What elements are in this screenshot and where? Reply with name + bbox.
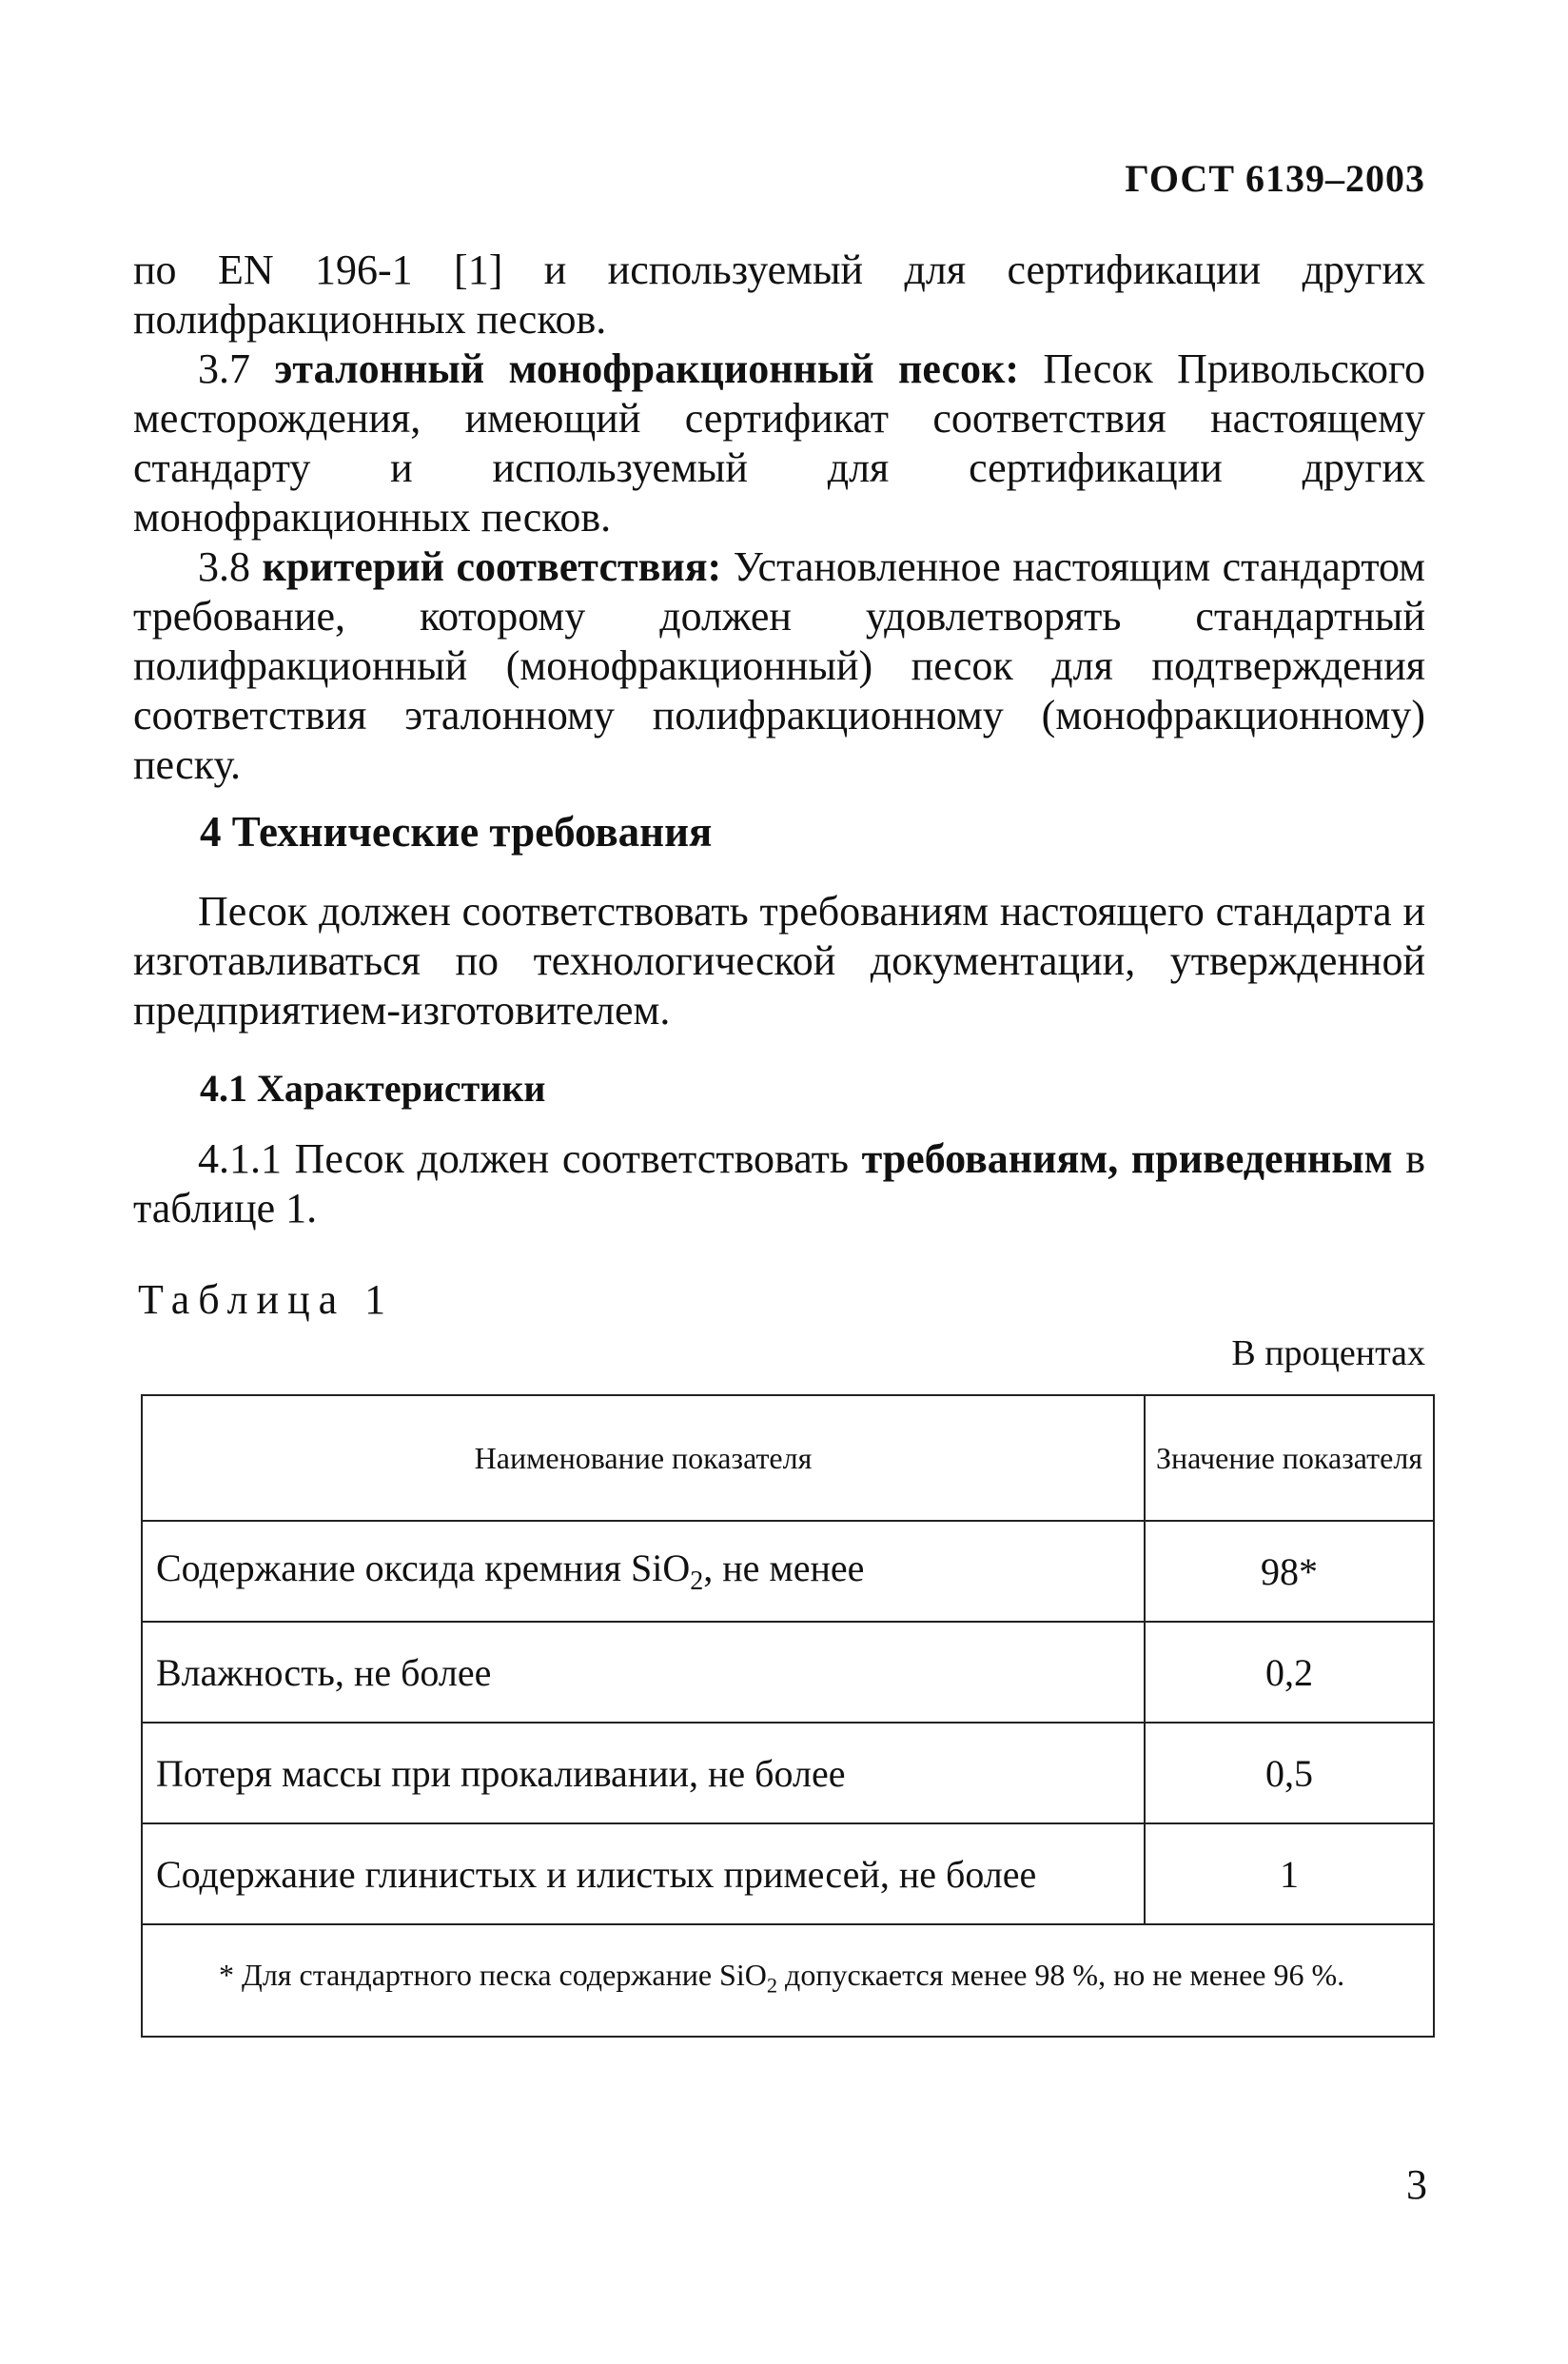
row-name-sub: 2 [690,1566,704,1596]
definition-text: Песок Привольского месторождения, имеющий сертификат соответствия настоящему стандарту и используемый для сертификации других монофракционных песков. [133,345,1425,541]
row-name [142,1622,1145,1723]
header-name: Наименование показателя [142,1395,1145,1521]
row-name [142,1823,1145,1924]
section-4-paragraph: Песок должен соответствовать требованиям настоящего стандарта и изготавливаться по технологической документации, утвержденной предприятием-изготовителем. [133,888,1425,1034]
requirements-table [141,1394,1435,2038]
section-4-title: 4 Технические требования [200,808,713,856]
row-value: 98* [1145,1521,1434,1622]
definition-term: критерий соответствия: [262,543,722,590]
continuation-paragraph: по EN 196-1 [1] и используемый для сертификации других полифракционных песков. [133,246,1425,343]
paragraph-end: в таблице 1. [133,1135,1426,1231]
subsection-4-1-paragraph [133,1134,1425,1233]
header-value: Значение показателя [1145,1395,1434,1521]
definition-text: Установленное настоящим стандартом требование, которому должен удовлетворять стандартный полифракционный (монофракционный) песок для подтверждения соответствия эталонному полифракционному (монофракционному) песку. [133,543,1426,788]
row-name [142,1521,1145,1622]
definition-3-7 [133,345,1425,542]
row-name [142,1723,1145,1823]
row-name-text: Потеря массы при прокаливании, не более [156,1751,846,1795]
row-name-text: Содержание оксида кремния SiO [156,1546,691,1589]
definition-3-8 [133,542,1425,790]
definition-number: 3.7 [198,345,250,392]
table-footnote-row [142,1924,1434,2037]
subsection-4-1-title: 4.1 Характеристики [200,1067,546,1110]
footnote-start: * Для стандартного песка содержание SiO [219,1958,767,1993]
row-value: 0,2 [1145,1622,1434,1723]
subsection-4-1-body [133,1134,1425,1233]
footnote-sub: 2 [766,1973,778,1998]
table-header-row [142,1395,1434,1521]
paragraph-start: 4.1.1 Песок должен соответствовать [198,1135,862,1182]
table-units: В процентах [1231,1333,1425,1373]
row-value: 0,5 [1145,1723,1434,1823]
section-4-body [133,887,1425,1035]
table-row [142,1823,1434,1924]
table-row [142,1723,1434,1823]
table-row [142,1622,1434,1723]
table-label: Таблица 1 [138,1276,395,1323]
row-value: 1 [1145,1823,1434,1924]
definition-number: 3.8 [198,543,250,590]
row-name-tail: , не менее [703,1546,865,1589]
definition-term: эталонный монофракционный песок: [274,345,1019,392]
definitions-block [133,246,1425,790]
row-name-text: Содержание глинистых и илистых примесей, не более [156,1852,1037,1896]
page-number: 3 [1406,2161,1427,2208]
footnote-end: допускается менее 98 %, но не менее 96 %. [777,1958,1345,1993]
paragraph-bold: требованиям, приведенным [861,1135,1393,1182]
table-footnote [142,1924,1434,2037]
row-name-text: Влажность, не более [156,1650,492,1694]
table-row [142,1521,1434,1622]
document-id: ГОСТ 6139–2003 [1125,157,1425,200]
